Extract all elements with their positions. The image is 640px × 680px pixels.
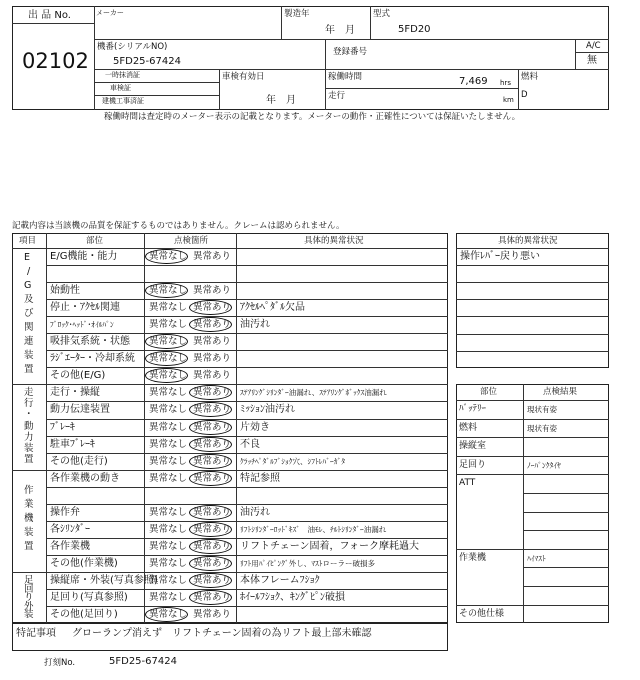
cert-label-2: 車検証 <box>110 84 131 92</box>
row-part-label: その他(足回り) <box>50 609 118 621</box>
group-label-char: 装 <box>24 442 34 454</box>
cert-label-3: 建機工事済証 <box>102 97 144 105</box>
col-header-detail: 具体的異常状況 <box>304 236 364 246</box>
row-detail: 本体フレームﾌｼｮｸ <box>240 574 320 586</box>
result-header-part: 部位 <box>480 387 498 397</box>
row-detail: 油汚れ <box>240 319 270 331</box>
group-label-char: 機 <box>24 512 34 524</box>
right-detail-header: 具体的異常状況 <box>498 236 558 246</box>
stamp-value: 5FD25-67424 <box>109 656 177 667</box>
row-part-label: ﾗｼﾞｴｰﾀｰ・冷却系統 <box>50 353 135 365</box>
right-detail-row: 操作ﾚﾊﾞｰ戻り悪い <box>460 251 540 262</box>
stamp-label: 打刻No. <box>44 658 76 668</box>
run-label: 走行 <box>328 91 346 101</box>
row-part-label: 動力伝達装置 <box>50 404 110 416</box>
option-no-issue[interactable]: 異常なし <box>149 472 188 484</box>
cert-label-1: 一時抹消証 <box>105 71 140 79</box>
run-unit: km <box>503 96 514 104</box>
row-part-label: 足回り(写真参照) <box>50 592 128 603</box>
row-detail: 不良 <box>240 438 260 450</box>
option-has-issue[interactable]: 異常あり <box>193 609 232 621</box>
result-row-value: ﾉｰﾊﾟﾝｸﾀｲﾔ <box>527 460 561 470</box>
row-part-label: 各作業機 <box>50 540 90 552</box>
remarks-text: グローランプ消えず リフトチェーン固着の為リフト最上部未確認 <box>72 628 372 639</box>
fuel-label: 燃料 <box>521 72 539 82</box>
serial-label: 機番(シリアルNO) <box>97 42 168 52</box>
option-no-issue[interactable]: 異常なし <box>149 387 188 399</box>
group-label-char: 置 <box>24 540 34 552</box>
option-has-issue[interactable]: 異常あり <box>193 540 232 552</box>
lot-number: 02102 <box>22 49 89 73</box>
option-no-issue[interactable]: 異常なし <box>149 540 188 552</box>
row-part-label: 操作弁 <box>50 506 80 518</box>
row-detail: 片効き <box>240 421 270 433</box>
col-header-item: 項目 <box>19 236 37 246</box>
option-has-issue[interactable]: 異常あり <box>193 506 232 518</box>
row-part-label: その他(走行) <box>50 455 108 467</box>
option-has-issue[interactable]: 異常あり <box>193 523 232 535</box>
group-label-char: 足 <box>24 574 34 586</box>
option-no-issue[interactable]: 異常なし <box>149 353 188 365</box>
group-label-char: 力 <box>24 431 34 443</box>
hours-label: 稼働時間 <box>328 72 363 82</box>
result-row-value: ﾊｲﾏｽﾄ <box>527 553 546 563</box>
group-label-char: 走 <box>24 387 34 399</box>
group-label-char: り <box>24 592 34 604</box>
right-result-table <box>456 384 609 623</box>
serial-value: 5FD25-67424 <box>113 56 181 67</box>
option-no-issue[interactable]: 異常なし <box>149 523 188 535</box>
row-part-label: 各作業機の動き <box>50 472 120 484</box>
group-label-char: 回 <box>24 583 34 595</box>
model-label: 型式 <box>373 9 391 19</box>
maker-label: メーカー <box>96 9 124 17</box>
option-has-issue[interactable]: 異常あり <box>193 404 232 416</box>
group-label-char: 及 <box>24 294 34 306</box>
option-has-issue[interactable]: 異常あり <box>193 438 232 450</box>
result-row-part: ATT <box>459 478 476 489</box>
group-label-char: 作 <box>24 484 34 496</box>
option-has-issue[interactable]: 異常あり <box>193 251 232 262</box>
group-label-char: ・ <box>24 409 34 421</box>
group-label-char: G <box>24 280 32 292</box>
inspection-value: 年 月 <box>266 95 296 106</box>
option-no-issue[interactable]: 異常なし <box>149 285 188 297</box>
group-label-char: 関 <box>24 322 34 334</box>
col-header-check: 点検箇所 <box>174 236 209 246</box>
option-has-issue[interactable]: 異常あり <box>193 387 232 399</box>
row-part-label: 各ｼﾘﾝﾀﾞｰ <box>50 523 90 535</box>
result-header-result: 点検結果 <box>543 387 578 397</box>
disclaimer: 記載内容は当該機の品質を保証するものではありません。クレームは認められません。 <box>12 221 345 231</box>
option-no-issue[interactable]: 異常なし <box>149 592 188 603</box>
row-part-label: 始動性 <box>50 285 80 297</box>
option-no-issue[interactable]: 異常なし <box>149 336 188 348</box>
result-row-part: 操縦室 <box>459 441 487 452</box>
row-detail: ｱｸｾﾙﾍﾟﾀﾞﾙ欠品 <box>240 302 305 314</box>
group-label-char: 動 <box>24 420 34 432</box>
hours-value: 7,469 <box>459 76 488 87</box>
inspection-label: 車検有効日 <box>222 72 265 82</box>
lot-number-label: 出 品 No. <box>28 10 71 21</box>
option-has-issue[interactable]: 異常あり <box>193 370 232 382</box>
group-label-char: び <box>24 308 34 320</box>
result-row-part: その他仕様 <box>459 608 505 619</box>
group-label-char: 装 <box>24 526 34 538</box>
row-detail: ﾘﾌﾄｼﾘﾝﾀﾞｰﾛｯﾄﾞｷｽﾞ 油ﾓﾚ、ﾁﾙﾄｼﾘﾝﾀﾞｰ油漏れ <box>240 524 387 534</box>
row-detail: リフトチェーン固着，フォーク摩耗過大 <box>240 540 419 552</box>
row-part-label: 駐車ﾌﾞﾚｰｷ <box>50 438 95 450</box>
row-detail: 油汚れ <box>240 506 270 518</box>
hours-note: 稼働時間は査定時のメーター表示の記載となります。メーターの動作・正確性については保証いたしません。 <box>104 112 521 122</box>
option-no-issue[interactable]: 異常なし <box>149 302 188 314</box>
option-has-issue[interactable]: 異常あり <box>193 592 232 603</box>
group-label-char: / <box>27 266 31 278</box>
row-part-label: 操縦席・外装(写真参照) <box>50 574 158 586</box>
group-label-char: 連 <box>24 336 34 348</box>
option-no-issue[interactable]: 異常なし <box>149 421 188 433</box>
registration-label: 登録番号 <box>333 47 368 57</box>
fuel-value: D <box>521 90 528 100</box>
remarks-label: 特記事項 <box>16 628 56 639</box>
row-part-label: ﾌﾞﾛｯｸ･ﾍｯﾄﾞ･ｵｲﾙﾊﾟﾝ <box>50 320 114 330</box>
result-row-value: 現状有姿 <box>527 405 557 414</box>
option-no-issue[interactable]: 異常なし <box>149 574 188 586</box>
group-label-char: E <box>24 252 31 264</box>
group-label-char: 装 <box>24 350 34 362</box>
group-label-char: 置 <box>24 453 34 465</box>
option-no-issue[interactable]: 異常なし <box>149 370 188 382</box>
result-row-part: 燃料 <box>459 422 478 433</box>
row-part-label: E/G機能・能力 <box>50 251 118 262</box>
result-row-value: 現状有姿 <box>527 423 557 433</box>
option-no-issue[interactable]: 異常なし <box>149 455 188 467</box>
option-has-issue[interactable]: 異常あり <box>193 472 232 484</box>
row-detail: ﾘﾌﾄ用ﾊﾟｲﾋﾟﾝｸﾞ外し、ﾏｽﾄローラー破損多 <box>240 558 375 568</box>
ac-label: A/C <box>586 41 601 51</box>
ac-value: 無 <box>587 55 597 66</box>
table-row <box>46 367 448 384</box>
group-label-char: 業 <box>24 498 34 510</box>
option-has-issue[interactable]: 異常あり <box>193 574 232 586</box>
row-part-label: 吸排気系統・状態 <box>50 336 130 348</box>
group-label-char: 装 <box>24 609 34 621</box>
option-no-issue[interactable]: 異常なし <box>149 251 188 262</box>
option-has-issue[interactable]: 異常あり <box>193 455 232 467</box>
table-row <box>46 487 448 504</box>
hours-unit: hrs <box>500 79 511 87</box>
result-row-part: ﾊﾞｯﾃﾘｰ <box>459 404 487 414</box>
result-row-part: 作業機 <box>459 552 487 563</box>
option-has-issue[interactable]: 異常あり <box>193 557 232 569</box>
table-row <box>46 265 448 282</box>
option-no-issue[interactable]: 異常なし <box>149 319 188 331</box>
option-no-issue[interactable]: 異常なし <box>149 557 188 569</box>
row-detail: ｽﾃｱﾘﾝｸﾞｼﾘﾝﾀﾞｰ油漏れ、ｽﾃｱﾘﾝｸﾞﾎﾞｯｸｽ油漏れ <box>240 388 387 398</box>
row-detail: 特記参照 <box>240 472 280 484</box>
result-row-part: 足回り <box>459 459 487 470</box>
row-part-label: ﾌﾞﾚｰｷ <box>50 421 75 433</box>
year-month-value: 年 月 <box>325 25 355 36</box>
year-label: 製造年 <box>284 9 310 19</box>
group-label-char: 置 <box>24 364 34 376</box>
col-header-part: 部位 <box>86 236 104 246</box>
table-row <box>46 282 448 299</box>
group-label-char: 外 <box>24 600 34 612</box>
group-label-char: 行 <box>24 398 34 410</box>
option-has-issue[interactable]: 異常あり <box>193 302 232 314</box>
option-no-issue[interactable]: 異常なし <box>149 609 188 621</box>
option-has-issue[interactable]: 異常あり <box>193 336 232 348</box>
row-detail: ﾎｲｰﾙﾌｼｮｸ、ｷﾝｸﾞﾋﾟﾝ破損 <box>240 592 345 603</box>
row-part-label: その他(E/G) <box>50 370 106 382</box>
option-has-issue[interactable]: 異常あり <box>193 353 232 365</box>
row-part-label: 停止・ｱｸｾﾙ関連 <box>50 302 120 314</box>
row-detail: ｸﾗｯﾁﾍﾟﾀﾞﾙﾌﾞｼｮｸ穴、ｼﾌﾄﾚﾊﾞｰｶﾞﾀ <box>240 456 345 466</box>
model-value: 5FD20 <box>398 24 431 35</box>
row-part-label: その他(作業機) <box>50 557 118 569</box>
option-has-issue[interactable]: 異常あり <box>193 421 232 433</box>
option-no-issue[interactable]: 異常なし <box>149 438 188 450</box>
option-has-issue[interactable]: 異常あり <box>193 285 232 297</box>
row-part-label: 走行・操縦 <box>50 387 100 399</box>
option-has-issue[interactable]: 異常あり <box>193 319 232 331</box>
row-detail: ﾐｯｼｮﾝ油汚れ <box>240 404 295 416</box>
option-no-issue[interactable]: 異常なし <box>149 506 188 518</box>
option-no-issue[interactable]: 異常なし <box>149 404 188 416</box>
